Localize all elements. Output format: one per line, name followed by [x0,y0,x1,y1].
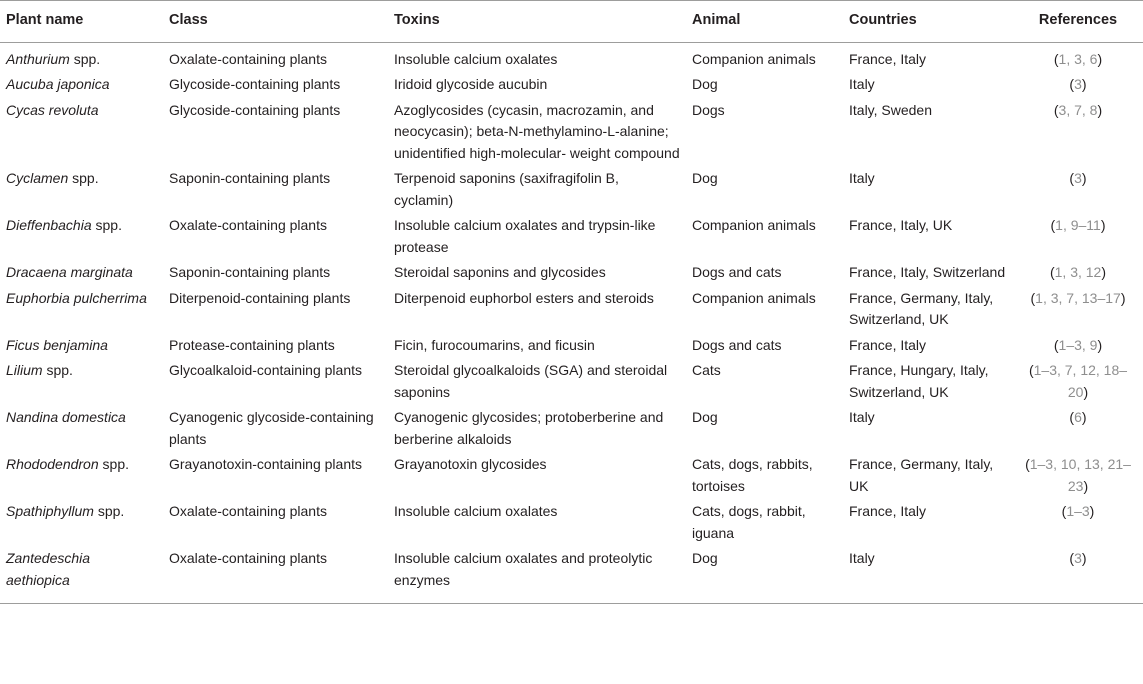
reference-close-paren: ) [1081,76,1087,92]
header-animal: Animal [686,1,843,43]
cell-references [1013,73,1143,99]
cell-class: Glycoside-containing plants [169,76,341,92]
table-row [0,287,1143,334]
table-row [0,214,1143,261]
header-toxins: Toxins [388,1,686,43]
cell-animal: Cats, dogs, rabbit, iguana [692,503,806,541]
plant-name-italic: Rhododendron [6,456,99,472]
cell-plant-name [0,334,163,360]
cell-animal: Companion animals [692,217,816,233]
table-row [0,453,1143,500]
cell-plant-name [0,406,163,453]
cell-toxins: Ficin, furocoumarins, and ficusin [394,336,595,353]
reference-close-paren: ) [1083,477,1089,494]
cell-countries: France, Italy [849,503,927,519]
plant-name-italic: Cycas revoluta [6,101,99,118]
cell-toxins: Terpenoid saponins (saxifragifolin B, cyclamin) [394,170,619,208]
cell-plant-name [0,99,163,168]
reference-open-paren: ( [1069,409,1075,425]
plant-name-suffix: spp. [93,503,125,519]
cell-toxins: Cyanogenic glycosides; protoberberine and berberine alkaloids [394,409,664,447]
cell-plant-name [0,500,163,547]
reference-open-paren: ( [1053,101,1059,118]
cell-toxins: Grayanotoxin glycosides [394,456,547,472]
reference-close-paren: ) [1097,101,1103,118]
reference-link[interactable]: 3 [1074,76,1082,92]
plant-name-italic: Cyclamen [6,170,69,186]
reference-link[interactable]: 3, 7, 8 [1058,101,1098,118]
table-header [0,1,1143,43]
cell-animal: Dogs and cats [692,264,782,280]
cell-countries: Italy, Sweden [849,101,933,118]
cell-references [1013,359,1143,406]
reference-close-paren: ) [1120,289,1126,306]
reference-open-paren: ( [1049,264,1055,280]
table-row [0,261,1143,287]
cell-class: Oxalate-containing plants [169,50,327,67]
cell-plant-name [0,547,163,604]
header-plant-name: Plant name [0,1,163,43]
cell-references [1013,261,1143,287]
cell-references [1013,214,1143,261]
reference-close-paren: ) [1100,217,1106,233]
cell-toxins: Steroidal glycoalkaloids (SGA) and steroidal saponins [394,362,668,400]
cell-countries: France, Germany, Italy, UK [849,456,994,494]
plant-name-italic: Dracaena marginata [6,264,133,280]
plant-name-suffix: spp. [98,456,129,472]
cell-animal: Dog [692,76,718,92]
plant-name-italic: Dieffenbachia [6,217,92,233]
cell-plant-name [0,42,163,73]
reference-open-paren: ( [1053,50,1059,67]
reference-open-paren: ( [1053,336,1059,353]
cell-references [1013,547,1143,604]
cell-toxins: Iridoid glycoside aucubin [394,76,548,92]
cell-countries: Italy [849,409,875,425]
cell-countries: Italy [849,76,875,92]
cell-toxins: Insoluble calcium oxalates and proteolytic enzymes [394,550,653,588]
cell-animal: Dog [692,409,718,425]
table-row [0,99,1143,168]
header-row [0,1,1143,43]
reference-link[interactable]: 1–3, 9 [1058,336,1098,353]
reference-close-paren: ) [1101,264,1107,280]
table-row [0,73,1143,99]
reference-close-paren: ) [1081,409,1087,425]
table-body [0,42,1143,604]
cell-class: Saponin-containing plants [169,170,331,186]
cell-plant-name [0,73,163,99]
reference-link[interactable]: 1, 9–11 [1055,217,1101,233]
cell-references [1013,99,1143,168]
cell-references [1013,334,1143,360]
reference-link[interactable]: 1, 3, 6 [1058,50,1098,67]
reference-link[interactable]: 1–3 [1066,503,1090,519]
table-row [0,547,1143,604]
reference-link[interactable]: 6 [1074,409,1082,425]
cell-plant-name [0,214,163,261]
cell-countries: France, Italy [849,336,927,353]
reference-close-paren: ) [1097,336,1103,353]
reference-close-paren: ) [1097,50,1103,67]
reference-link[interactable]: 3 [1074,170,1082,186]
table-row [0,167,1143,214]
reference-close-paren: ) [1081,170,1087,186]
plant-name-italic: Lilium [6,362,43,378]
cell-class: Oxalate-containing plants [169,503,327,519]
cell-class: Grayanotoxin-containing plants [169,456,363,472]
table-row [0,500,1143,547]
reference-open-paren: ( [1030,289,1036,306]
plant-name-italic: Aucuba japonica [6,76,110,92]
cell-class: Oxalate-containing plants [169,217,327,233]
cell-class: Oxalate-containing plants [169,550,327,566]
reference-close-paren: ) [1089,503,1095,519]
plant-name-italic: Ficus benjamina [6,336,108,353]
cell-countries: France, Hungary, Italy, Switzerland, UK [849,362,989,400]
reference-link[interactable]: 1, 3, 7, 13–17 [1035,289,1121,306]
plant-name-italic: Spathiphyllum [6,503,94,519]
cell-countries: France, Italy, UK [849,217,953,233]
cell-animal: Dog [692,170,718,186]
cell-countries: France, Italy [849,50,927,67]
reference-open-paren: ( [1069,550,1075,566]
plant-name-italic: Zantedeschia aethiopica [6,550,91,588]
reference-close-paren: ) [1081,550,1087,566]
reference-open-paren: ( [1025,456,1030,472]
cell-animal: Cats, dogs, rabbits, tortoises [692,456,813,494]
table-row [0,42,1143,73]
cell-plant-name [0,167,163,214]
table-row [0,334,1143,360]
cell-references [1013,167,1143,214]
cell-animal: Cats [692,362,721,378]
cell-class: Diterpenoid-containing plants [169,289,351,306]
cell-references [1013,406,1143,453]
cell-plant-name [0,359,163,406]
cell-class: Cyanogenic glycoside-containing plants [169,409,374,447]
cell-animal: Dogs and cats [692,336,782,353]
plant-name-italic: Anthurium [6,50,70,67]
cell-animal: Dogs [692,101,725,118]
cell-class: Protease-containing plants [169,336,335,353]
reference-open-paren: ( [1050,217,1056,233]
plant-name-italic: Nandina domestica [6,409,126,425]
cell-references [1013,42,1143,73]
cell-class: Glycoside-containing plants [169,101,341,118]
cell-countries: Italy [849,550,875,566]
reference-link[interactable]: 3 [1074,550,1082,566]
cell-references [1013,453,1143,500]
plant-name-suffix: spp. [42,362,73,378]
reference-open-paren: ( [1069,170,1075,186]
cell-animal: Companion animals [692,50,816,67]
reference-link[interactable]: 1, 3, 12 [1054,264,1102,280]
cell-animal: Companion animals [692,289,816,306]
reference-open-paren: ( [1061,503,1067,519]
cell-toxins: Steroidal saponins and glycosides [394,264,606,280]
reference-open-paren: ( [1028,362,1034,378]
cell-countries: France, Italy, Switzerland [849,264,1006,280]
cell-toxins: Insoluble calcium oxalates and trypsin-like protease [394,217,656,255]
table-row [0,406,1143,453]
cell-countries: Italy [849,170,875,186]
reference-link[interactable]: 1–3, 7, 12, 18–20 [1033,362,1128,400]
cell-plant-name [0,261,163,287]
cell-toxins: Insoluble calcium oxalates [394,50,558,67]
plant-name-suffix: spp. [68,170,99,186]
header-countries: Countries [843,1,1013,43]
cell-references [1013,287,1143,334]
cell-class: Saponin-containing plants [169,264,331,280]
plant-name-suffix: spp. [69,50,101,67]
cell-toxins: Diterpenoid euphorbol esters and steroids [394,289,654,306]
cell-plant-name [0,453,163,500]
reference-close-paren: ) [1083,383,1089,400]
cell-animal: Dog [692,550,718,566]
cell-toxins: Insoluble calcium oxalates [394,503,558,519]
table-row [0,359,1143,406]
plant-name-suffix: spp. [91,217,122,233]
header-class: Class [163,1,388,43]
cell-class: Glycoalkaloid-containing plants [169,362,362,378]
reference-link[interactable]: 1–3, 10, 13, 21–23 [1029,456,1131,494]
plant-name-italic: Euphorbia pulcherrima [6,289,147,306]
reference-open-paren: ( [1069,76,1075,92]
cell-plant-name [0,287,163,334]
cell-countries: France, Germany, Italy, Switzerland, UK [849,289,994,327]
header-references: References [1013,1,1143,43]
cell-references [1013,500,1143,547]
cell-toxins: Azoglycosides (cycasin, macrozamin, and neocycasin); beta-N-methylamino-L-alanine; unidentified high-molecular- weight compound [394,101,680,161]
